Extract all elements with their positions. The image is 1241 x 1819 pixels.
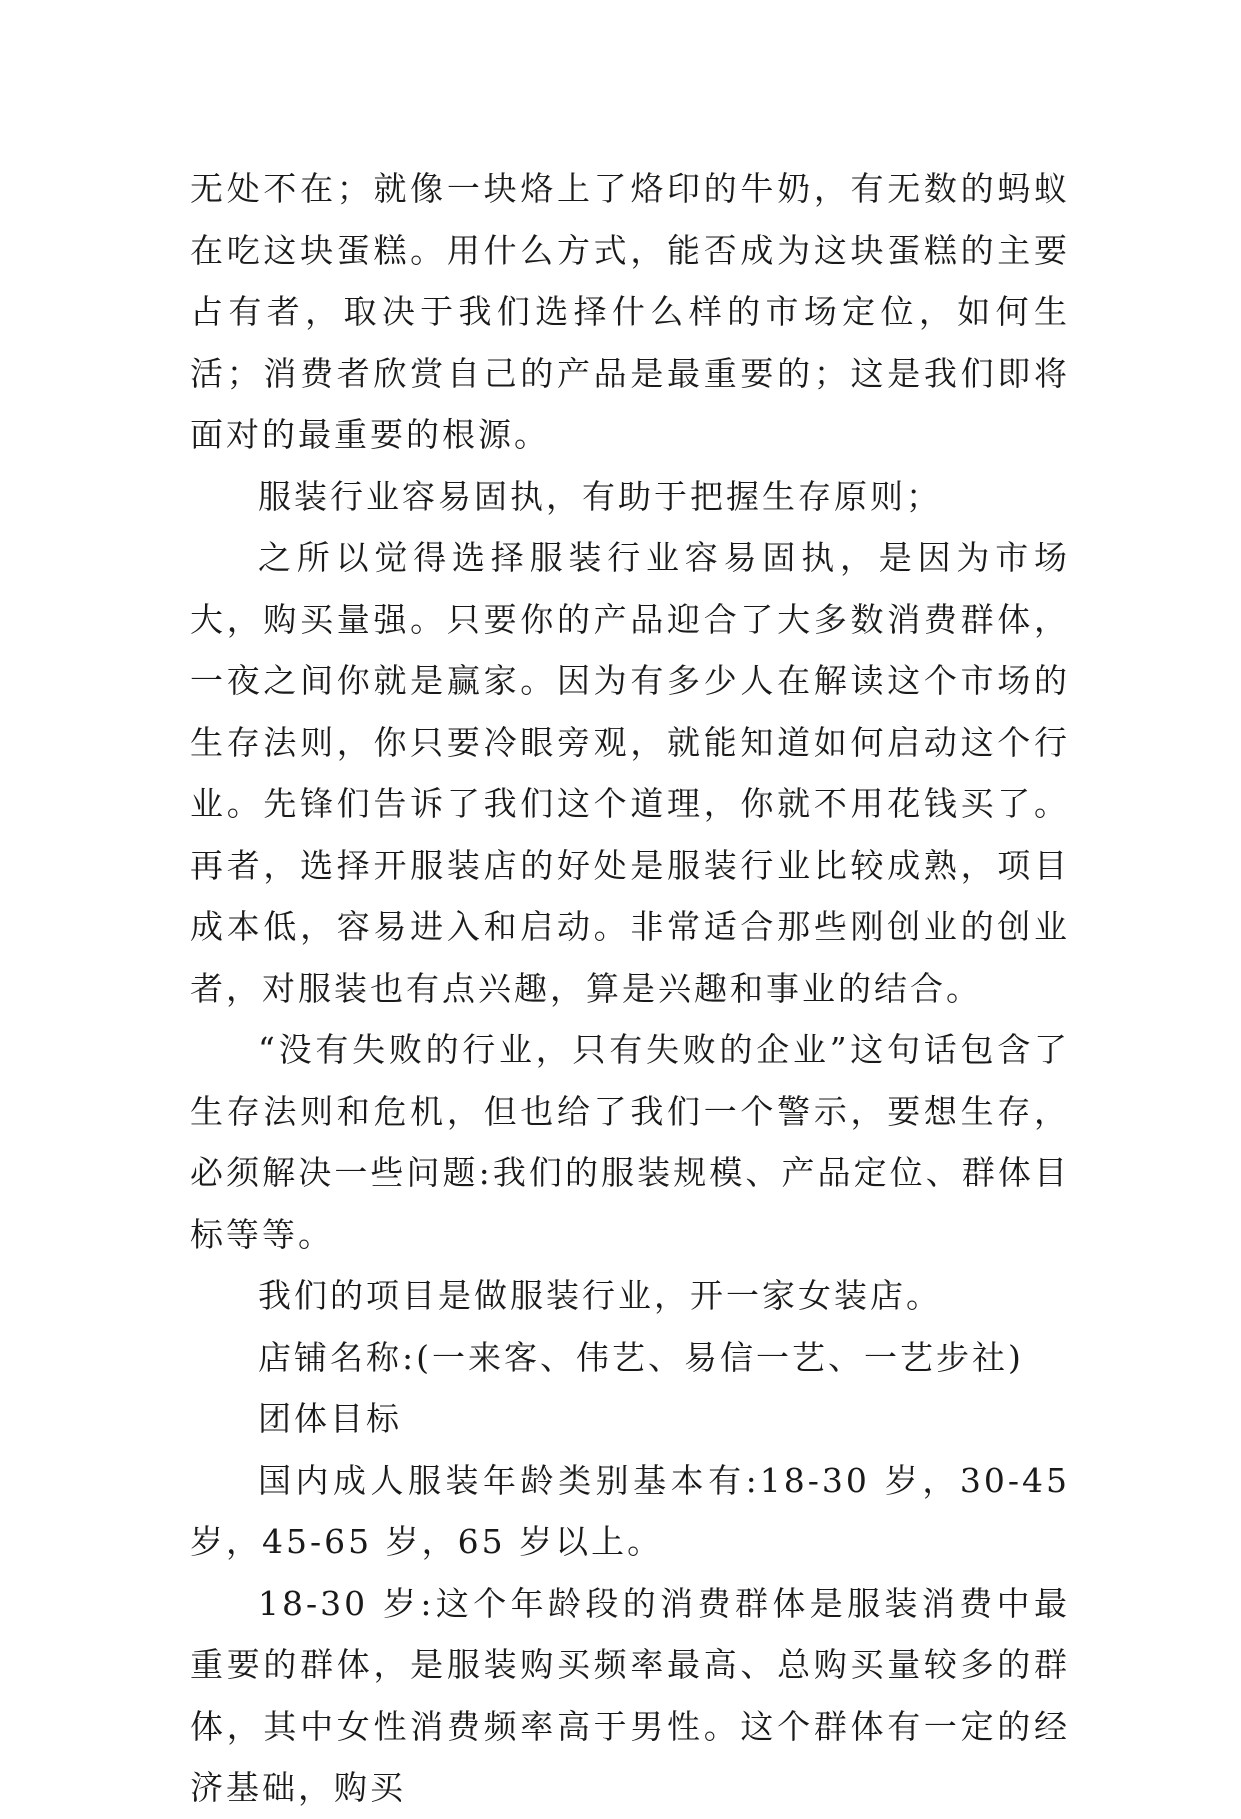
paragraph-3: 之所以觉得选择服装行业容易固执，是因为市场大，购买量强。只要你的产品迎合了大多数消费群体，一夜之间你就是赢家。因为有多少人在解读这个市场的生存法则，你只要冷眼旁观，就能知道如何启动这个行业。先锋们告诉了我们这个道理，你就不用花钱买了。再者，选择开服装店的好处是服装行业比较成熟，项目成本低，容易进入和启动。非常适合那些刚创业的创业者，对服装也有点兴趣，算是兴趣和事业的结合。 xyxy=(190,538,1070,1008)
paragraph-1: 无处不在；就像一块烙上了烙印的牛奶，有无数的蚂蚁在吃这块蛋糕。用什么方式，能否成为这块蛋糕的主要占有者，取决于我们选择什么样的市场定位，如何生活；消费者欣赏自己的产品是最重要的；这是我们即将面对的最重要的根源。 xyxy=(190,169,1070,454)
paragraph-6: 店铺名称:(一来客、伟艺、易信一艺、一艺步社) xyxy=(258,1337,1024,1377)
paragraph-9: 18-30 岁:这个年龄段的消费群体是服装消费中最重要的群体，是服装购买频率最高、总购买量较多的群体，其中女性消费频率高于男性。这个群体有一定的经济基础，购买 xyxy=(190,1583,1070,1807)
paragraph-4: “没有失败的行业，只有失败的企业”这句话包含了生存法则和危机，但也给了我们一个警示，要想生存，必须解决一些问题:我们的服装规模、产品定位、群体目标等等。 xyxy=(190,1030,1070,1254)
paragraph-5: 我们的项目是做服装行业，开一家女装店。 xyxy=(258,1276,942,1315)
paragraph-7: 团体目标 xyxy=(258,1399,402,1438)
paragraph-2: 服装行业容易固执，有助于把握生存原则； xyxy=(258,476,942,516)
paragraph-8: 国内成人服装年龄类别基本有:18-30 岁，30-45 岁，45-65 岁，65 岁以上。 xyxy=(190,1460,1070,1561)
body-text xyxy=(190,158,1070,1819)
